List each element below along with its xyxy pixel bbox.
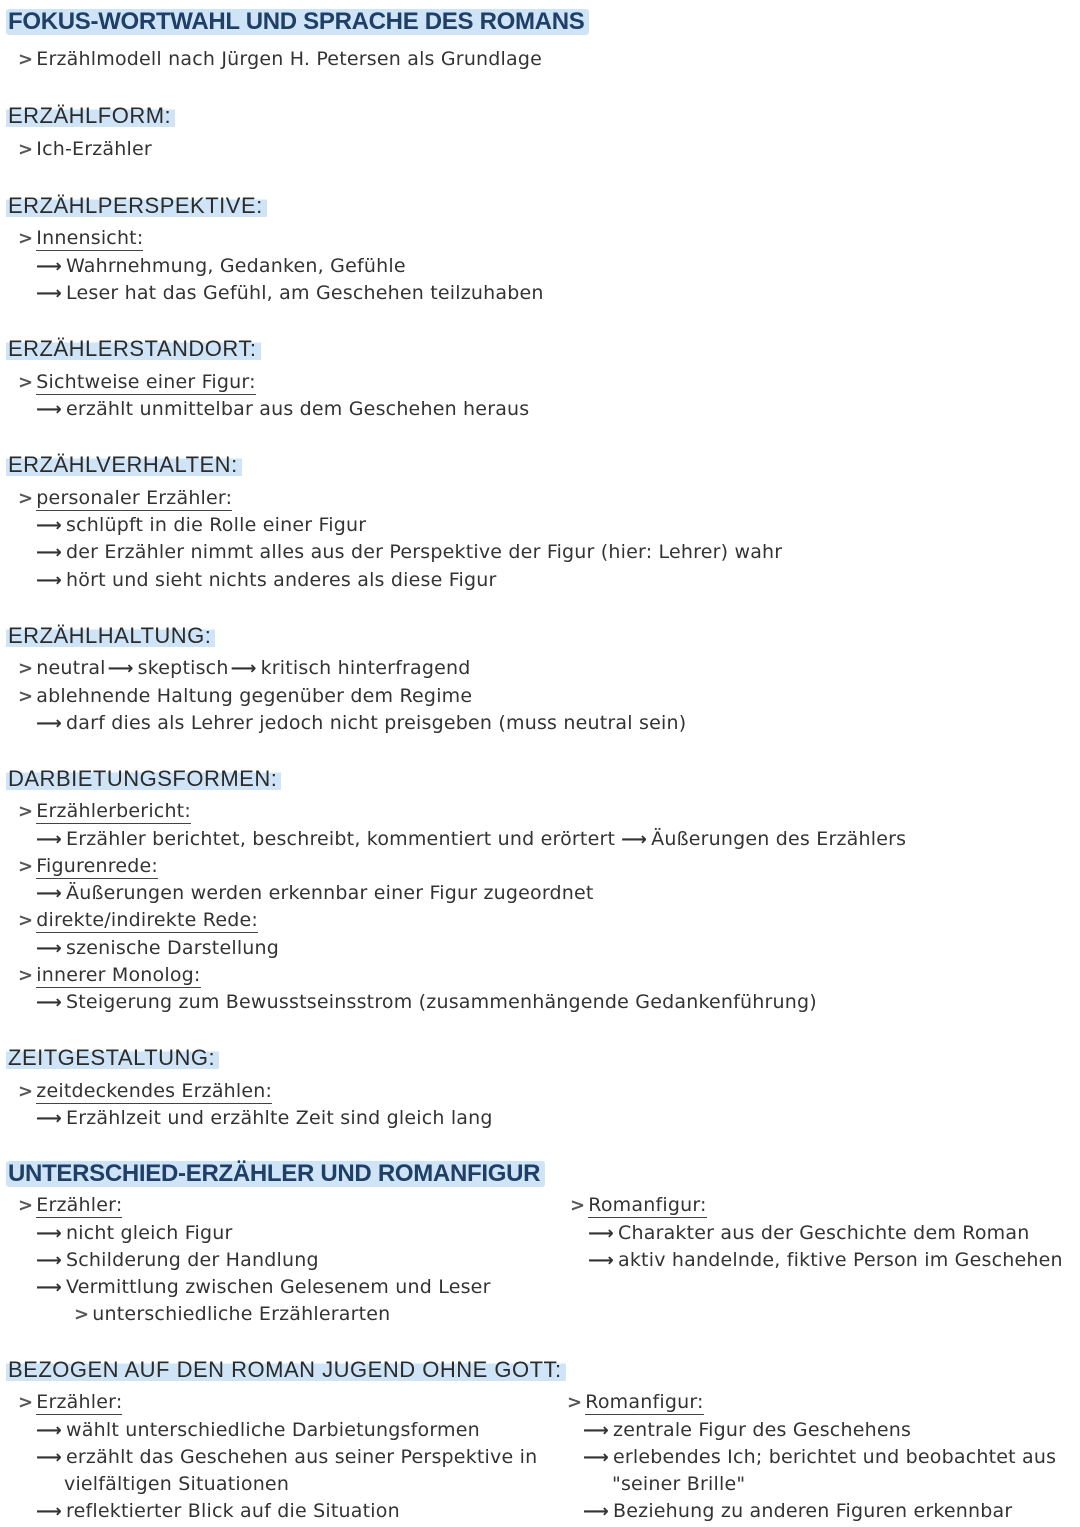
- arrow-icon: ⟶: [36, 829, 63, 850]
- bullet-icon: >: [18, 658, 34, 679]
- unterschied-left-point-1: ⟶ nicht gleich Figur: [36, 1222, 233, 1244]
- arrow-icon: ⟶: [36, 399, 63, 420]
- arrow-icon: ⟶: [36, 938, 63, 959]
- bullet-icon: >: [18, 686, 34, 707]
- subtitle: Erzählmodell nach Jürgen H. Petersen als Grundlage: [36, 48, 543, 70]
- arrow-icon: ⟶: [36, 570, 63, 591]
- heading-unterschied: UNTERSCHIED-ERZÄHLER UND ROMANFIGUR: [6, 1161, 545, 1187]
- bullet-icon: >: [18, 228, 34, 249]
- bullet-icon: >: [18, 139, 34, 160]
- darbietung-label-1: > Erzählerbericht:: [18, 800, 191, 822]
- darbietung-point-3: ⟶ szenische Darstellung: [36, 937, 280, 959]
- heading-zeit: ZEITGESTALTUNG:: [6, 1045, 219, 1071]
- standort-point-1: ⟶ erzählt unmittelbar aus dem Geschehen heraus: [36, 398, 530, 420]
- heading-standort: ERZÄHLERSTANDORT:: [6, 336, 261, 362]
- arrow-icon: ⟶: [621, 829, 648, 850]
- arrow-icon: ⟶: [36, 1501, 63, 1522]
- darbietung-label-3: > direkte/indirekte Rede:: [18, 909, 258, 931]
- bezogen-right-point-2: ⟶ erlebendes Ich; berichtet und beobachtet aus: [583, 1446, 1057, 1468]
- bezogen-left-point-3: ⟶ reflektierter Blick auf die Situation: [36, 1500, 400, 1522]
- bullet-icon: >: [18, 965, 34, 986]
- bullet-icon: >: [74, 1304, 90, 1325]
- haltung-chain: > neutral ⟶ skeptisch ⟶ kritisch hinterfragend: [18, 657, 471, 679]
- bezogen-right-point-3: ⟶ Beziehung zu anderen Figuren erkennbar: [583, 1500, 1013, 1522]
- arrow-icon: ⟶: [36, 283, 63, 304]
- arrow-icon: ⟶: [36, 256, 63, 277]
- heading-erzaehlform: ERZÄHLFORM:: [6, 103, 175, 129]
- bezogen-left-cont: vielfältigen Situationen: [64, 1473, 290, 1495]
- arrow-icon: ⟶: [36, 1277, 63, 1298]
- bezogen-right-point-1: ⟶ zentrale Figur des Geschehens: [583, 1419, 912, 1441]
- unterschied-left-point-2: ⟶ Schilderung der Handlung: [36, 1249, 319, 1271]
- arrow-icon: ⟶: [36, 542, 63, 563]
- unterschied-left-sub: > unterschiedliche Erzählerarten: [74, 1303, 391, 1325]
- erzaehlform-item: > Ich-Erzähler: [18, 138, 152, 160]
- arrow-icon: ⟶: [36, 1420, 63, 1441]
- bullet-icon: >: [18, 372, 34, 393]
- heading-bezogen: BEZOGEN AUF DEN ROMAN JUGEND OHNE GOTT:: [6, 1357, 566, 1383]
- unterschied-right-label: > Romanfigur:: [570, 1194, 707, 1216]
- standort-item: > Sichtweise einer Figur:: [18, 371, 256, 393]
- bezogen-left-point-1: ⟶ wählt unterschiedliche Darbietungsformen: [36, 1419, 480, 1441]
- verhalten-point-1: ⟶ schlüpft in die Rolle einer Figur: [36, 514, 367, 536]
- bullet-icon: >: [18, 856, 34, 877]
- bezogen-right-label: > Romanfigur:: [567, 1391, 704, 1413]
- darbietung-point-4: ⟶ Steigerung zum Bewusstseinsstrom (zusammenhängende Gedankenführung): [36, 991, 817, 1013]
- bullet-icon: >: [18, 801, 34, 822]
- perspektive-point-2: ⟶ Leser hat das Gefühl, am Geschehen teilzuhaben: [36, 282, 544, 304]
- page-title: FOKUS-WORTWAHL UND SPRACHE DES ROMANS: [6, 9, 589, 35]
- darbietung-label-2: > Figurenrede:: [18, 855, 158, 877]
- bezogen-left-label: > Erzähler:: [18, 1391, 123, 1413]
- bullet-icon: >: [18, 910, 34, 931]
- unterschied-left-label: > Erzähler:: [18, 1194, 123, 1216]
- arrow-icon: ⟶: [36, 1447, 63, 1468]
- bezogen-right-cont: "seiner Brille": [612, 1473, 746, 1495]
- verhalten-point-3: ⟶ hört und sieht nichts anderes als diese Figur: [36, 569, 497, 591]
- darbietung-point-2: ⟶ Äußerungen werden erkennbar einer Figur zugeordnet: [36, 882, 594, 904]
- arrow-icon: ⟶: [36, 883, 63, 904]
- arrow-icon: ⟶: [36, 1250, 63, 1271]
- perspektive-item: > Innensicht:: [18, 227, 144, 249]
- perspektive-point-1: ⟶ Wahrnehmung, Gedanken, Gefühle: [36, 255, 406, 277]
- bezogen-left-point-2: ⟶ erzählt das Geschehen aus seiner Perspektive in: [36, 1446, 538, 1468]
- bullet-icon: >: [570, 1195, 586, 1216]
- arrow-icon: ⟶: [36, 1223, 63, 1244]
- arrow-icon: ⟶: [36, 713, 63, 734]
- arrow-icon: ⟶: [107, 658, 134, 679]
- unterschied-left-point-3: ⟶ Vermittlung zwischen Gelesenem und Leser: [36, 1276, 491, 1298]
- bullet-icon: >: [18, 49, 34, 70]
- arrow-icon: ⟶: [583, 1501, 610, 1522]
- bullet-icon: >: [18, 1392, 34, 1413]
- unterschied-right-point-2: ⟶ aktiv handelnde, fiktive Person im Geschehen: [588, 1249, 1063, 1271]
- heading-darbietung: DARBIETUNGSFORMEN:: [6, 766, 281, 792]
- subtitle-line: [18, 47, 542, 72]
- haltung-item-2: > ablehnende Haltung gegenüber dem Regime: [18, 685, 473, 707]
- arrow-icon: ⟶: [36, 515, 63, 536]
- arrow-icon: ⟶: [583, 1447, 610, 1468]
- arrow-icon: ⟶: [588, 1250, 615, 1271]
- zeit-point-1: ⟶ Erzählzeit und erzählte Zeit sind gleich lang: [36, 1107, 493, 1129]
- bullet-icon: >: [18, 1081, 34, 1102]
- arrow-icon: ⟶: [583, 1420, 610, 1441]
- arrow-icon: ⟶: [230, 658, 257, 679]
- unterschied-right-point-1: ⟶ Charakter aus der Geschichte dem Roman: [588, 1222, 1030, 1244]
- heading-haltung: ERZÄHLHALTUNG:: [6, 623, 215, 649]
- bullet-icon: >: [567, 1392, 583, 1413]
- haltung-point-1: ⟶ darf dies als Lehrer jedoch nicht preisgeben (muss neutral sein): [36, 712, 687, 734]
- darbietung-label-4: > innerer Monolog:: [18, 964, 201, 986]
- darbietung-point-1: ⟶ Erzähler berichtet, beschreibt, kommentiert und erörtert ⟶ Äußerungen des Erzählers: [36, 828, 907, 850]
- heading-verhalten: ERZÄHLVERHALTEN:: [6, 452, 242, 478]
- verhalten-point-2: ⟶ der Erzähler nimmt alles aus der Perspektive der Figur (hier: Lehrer) wahr: [36, 541, 783, 563]
- verhalten-item: > personaler Erzähler:: [18, 487, 233, 509]
- bullet-icon: >: [18, 1195, 34, 1216]
- arrow-icon: ⟶: [588, 1223, 615, 1244]
- bullet-icon: >: [18, 488, 34, 509]
- heading-perspektive: ERZÄHLPERSPEKTIVE:: [6, 193, 267, 219]
- zeit-item: > zeitdeckendes Erzählen:: [18, 1080, 273, 1102]
- arrow-icon: ⟶: [36, 1108, 63, 1129]
- arrow-icon: ⟶: [36, 992, 63, 1013]
